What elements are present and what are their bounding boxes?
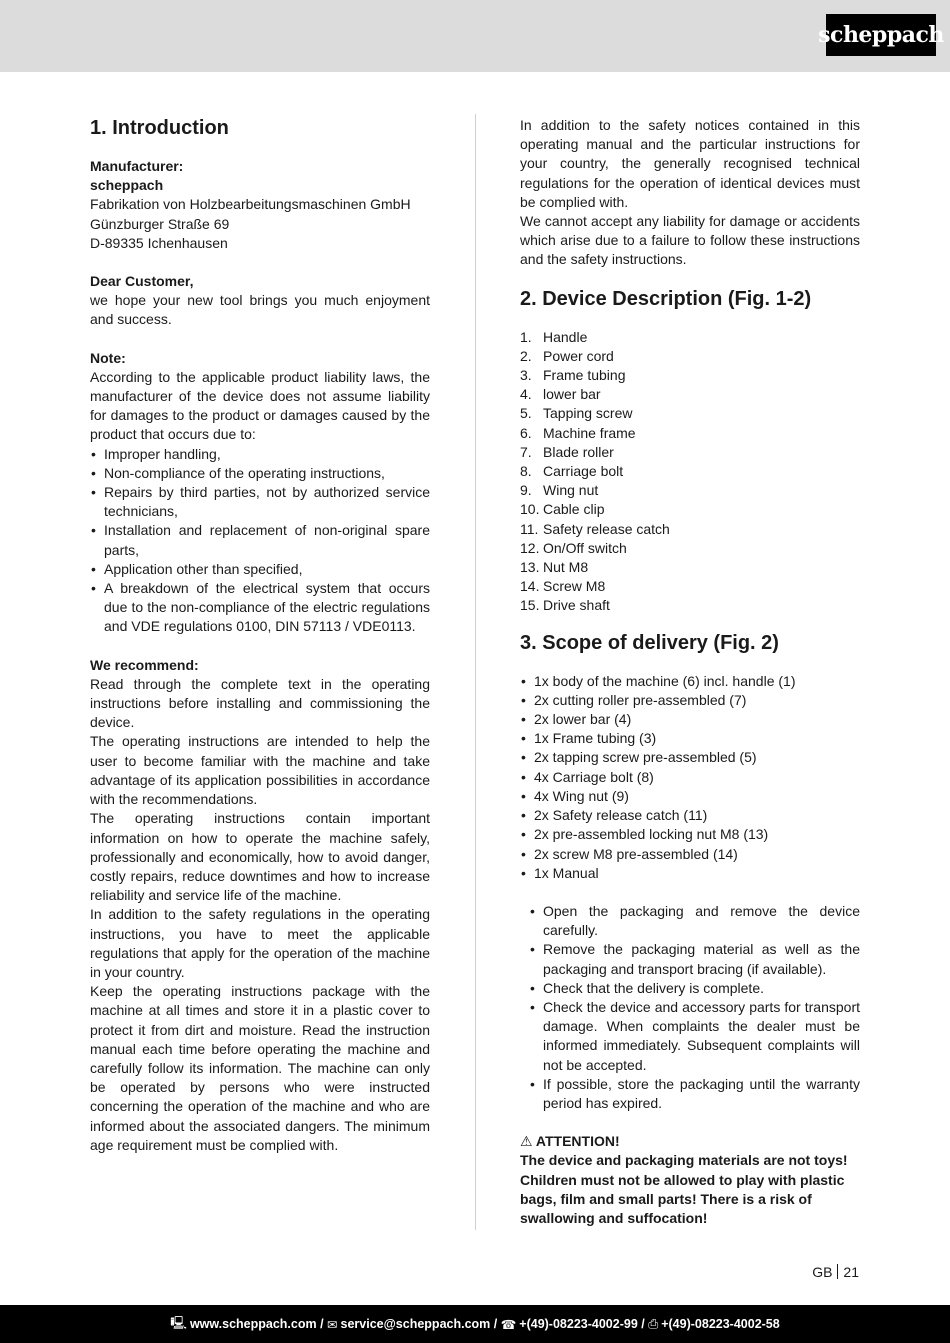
dear-customer-label: Dear Customer, [90, 273, 194, 290]
list-item: 9. Wing nut [520, 482, 599, 499]
dear-customer-text: we hope your new tool brings you much enjoyment and success. [90, 292, 430, 328]
language-code: GB [812, 1264, 833, 1280]
list-item: 6. Machine frame [520, 424, 636, 441]
list-item: • Check that the delivery is complete. [520, 979, 860, 998]
footer-separator: / [490, 1317, 501, 1331]
list-item: 7. Blade roller [520, 443, 614, 460]
list-item: • A breakdown of the electrical system that occurs due to the non-compliance of the electric regulations and VDE regulations 0100, DIN 57113 / VDE0113. [90, 579, 430, 637]
page-number-value: 21 [843, 1264, 859, 1280]
email-icon: ✉ [327, 1317, 338, 1332]
list-item: • 2x screw M8 pre-assembled (14) [520, 845, 860, 864]
list-item: • If possible, store the packaging until the warranty period has expired. [520, 1075, 860, 1113]
list-item: 13. Nut M8 [520, 559, 589, 576]
phone-icon: ☎ [500, 1317, 517, 1332]
list-item: • Open the packaging and remove the device carefully. [520, 902, 860, 940]
list-item: • Check the device and accessory parts for transport damage. When complaints the dealer must be informed immediately. Subsequent complaints will not be accepted. [520, 998, 860, 1075]
attention-text: The device and packaging materials are not toys! Children must not be allowed to play with plastic bags, film and small parts! There is a risk of swallowing and suffocation! [520, 1152, 848, 1226]
page-number [812, 1264, 859, 1280]
list-item: 1. Handle [520, 328, 588, 345]
list-item: • 1x body of the machine (6) incl. handle (1) [520, 672, 860, 691]
note-text: According to the applicable product liability laws, the manufacturer of the device does not assume liability for damages to the product or damages caused by the product that occurs due to: [90, 368, 430, 443]
list-item: • Installation and replacement of non-original spare parts, [90, 521, 430, 559]
fax-icon: ⎙ [648, 1316, 659, 1331]
column-divider [475, 114, 476, 1230]
computer-icon: 🖳 [170, 1315, 187, 1330]
attention-title: ⚠ ATTENTION! [520, 1133, 620, 1150]
list-item: • 2x cutting roller pre-assembled (7) [520, 691, 860, 710]
list-item: 4. lower bar [520, 386, 601, 403]
device-description-heading: 2. Device Description (Fig. 1-2) [520, 287, 812, 310]
list-item: 11. Safety release catch [520, 520, 670, 537]
device-parts-list [520, 328, 860, 616]
page-footer [0, 1305, 950, 1343]
list-item: • 2x lower bar (4) [520, 710, 860, 729]
recommend-paragraph: The operating instructions are intended to help the user to become familiar with the machine and take advantage of its application possibilities in accordance with the recommendations. [90, 733, 430, 808]
list-item: • 2x Safety release catch (11) [520, 806, 860, 825]
page-header-bar [0, 0, 950, 72]
scope-of-delivery-heading: 3. Scope of delivery (Fig. 2) [520, 631, 779, 654]
list-item: • Application other than specified, [90, 560, 430, 579]
left-column [90, 116, 430, 1155]
address-line: Fabrikation von Holzbearbeitungsmaschinen GmbH [90, 196, 411, 213]
safety-notice-paragraph: In addition to the safety notices contained in this operating manual and the particular instructions for your country, the generally recognised technical regulations for the operation of identical devices must be complied with. [520, 117, 860, 210]
list-item: • Repairs by third parties, not by authorized service technicians, [90, 483, 430, 521]
recommend-paragraph: The operating instructions contain important information on how to operate the machine safely, professionally and economically, how to avoid danger, costly repairs, reduce downtimes and how to increase reliability and service life of the machine. [90, 810, 430, 904]
list-item: • Improper handling, [90, 445, 430, 464]
recommend-label: We recommend: [90, 656, 199, 673]
list-item: • 4x Carriage bolt (8) [520, 768, 860, 787]
list-item: 2. Power cord [520, 347, 614, 364]
page-number-separator [837, 1264, 838, 1279]
list-item: • 2x pre-assembled locking nut M8 (13) [520, 825, 860, 844]
footer-fax: +(49)-08223-4002-58 [661, 1317, 780, 1331]
list-item: 14. Screw M8 [520, 578, 606, 595]
unpacking-steps-list [520, 902, 860, 1113]
list-item: • 2x tapping screw pre-assembled (5) [520, 748, 860, 767]
address-line: Günzburger Straße 69 [90, 215, 230, 232]
list-item: 3. Frame tubing [520, 367, 626, 384]
list-item: • 4x Wing nut (9) [520, 787, 860, 806]
liability-exclusion-list [90, 445, 430, 637]
footer-email: service@scheppach.com [340, 1317, 491, 1331]
liability-paragraph: We cannot accept any liability for damage or accidents which arise due to a failure to follow these instructions and the safety instructions. [520, 213, 860, 268]
list-item: 8. Carriage bolt [520, 463, 624, 480]
recommend-paragraph: Read through the complete text in the operating instructions before installing and commissioning the device. [90, 675, 430, 731]
footer-separator: / [316, 1317, 328, 1331]
list-item: • 1x Frame tubing (3) [520, 729, 860, 748]
list-item: 5. Tapping screw [520, 405, 633, 422]
address-line: D-89335 Ichenhausen [90, 234, 228, 251]
list-item: • Remove the packaging material as well as the packaging and transport bracing (if available). [520, 940, 860, 978]
manufacturer-name: scheppach [90, 177, 164, 194]
recommend-paragraph: Keep the operating instructions package with the machine at all times and store it in a plastic cover to protect it from dirt and moisture. Read the instruction manual each time before operating the machine and carefully follow its information. The machine can only be operated by persons who were instructed concerning the operation of the machine and who are informed about the associated dangers. The minimum age requirement must be complied with. [90, 983, 430, 1153]
footer-phone: +(49)-08223-4002-99 [519, 1317, 638, 1331]
list-item: • 1x Manual [520, 864, 860, 883]
introduction-heading: 1. Introduction [90, 117, 229, 139]
right-column [520, 116, 860, 1228]
list-item: • Non-compliance of the operating instructions, [90, 464, 430, 483]
footer-website: www.scheppach.com [189, 1317, 317, 1331]
list-item: 10. Cable clip [520, 501, 605, 518]
note-label: Note: [90, 349, 126, 366]
manufacturer-label: Manufacturer: [90, 158, 184, 174]
footer-separator: / [637, 1317, 649, 1331]
list-item: 12. On/Off switch [520, 539, 627, 556]
list-item: 15. Drive shaft [520, 597, 610, 614]
scheppach-logo: scheppach [826, 14, 936, 56]
scope-of-delivery-list [520, 672, 860, 883]
recommend-paragraph: In addition to the safety regulations in the operating instructions, you have to meet the applicable regulations that apply for the operation of the machine in your country. [90, 906, 430, 980]
